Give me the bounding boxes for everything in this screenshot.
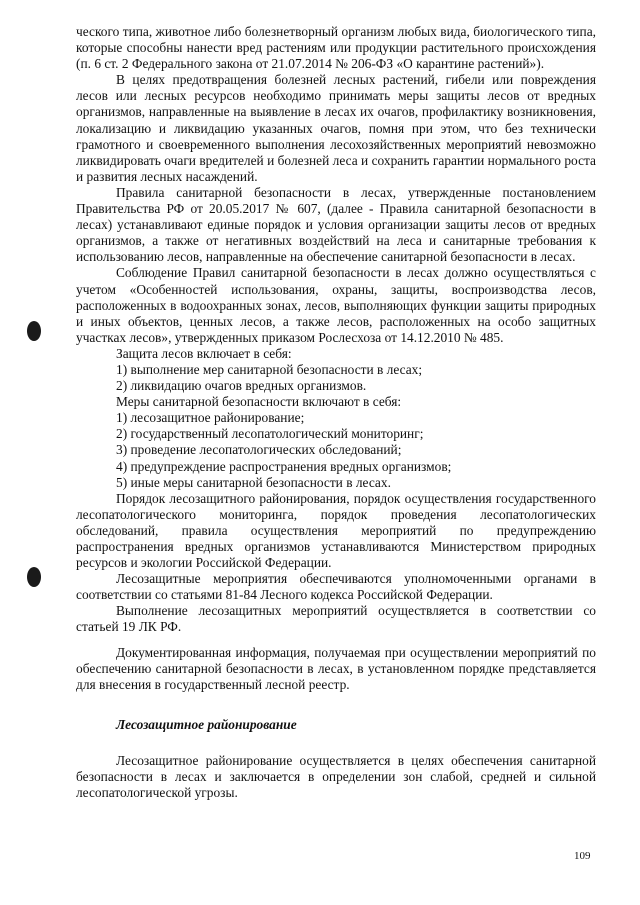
paragraph-measures: Лесозащитные мероприятия обеспечиваются уполномоченными органами в соответствии со статьями 81-84 Лесного кодекса Российской Федерации. — [76, 571, 596, 603]
list-item: 2) ликвидацию очагов вредных организмов. — [116, 378, 367, 394]
paragraph-compliance: Соблюдение Правил санитарной безопасности в лесах должно осуществляться с учетом «Особенностей использования, охраны, защиты, воспроизводства лесов, расположенных в водоохранных зонах, лесов, выполняющих функции защиты природных и иных объектов, ценных лесов, а также лесов, расположенных на особо защитных участках лесов», утвержденных приказом Рослесхоза от 14.12.2010 № 485. — [76, 265, 596, 345]
list-item: 2) государственный лесопатологический мониторинг; — [116, 426, 424, 442]
list-item: Меры санитарной безопасности включают в себя: — [116, 394, 402, 410]
paragraph-rules: Правила санитарной безопасности в лесах, утвержденные постановлением Правительства РФ от 20.05.2017 № 607, (далее - Правила санитарной безопасности в лесах) устанавливают единые порядок и условия организации защиты лесов от вредных организмов, а также от негативных воздействий на леса и санитарные требования к использованию лесов, направленные на обеспечение санитарной безопасности в лесах. — [76, 184, 596, 265]
punch-hole-top — [27, 321, 41, 341]
list-item: 5) иные меры санитарной безопасности в лесах. — [116, 474, 391, 490]
paragraph-prevention: В целях предотвращения болезней лесных растений, гибели или повреждения лесов или лесных ресурсов необходимо принимать меры защиты лесов от вредных организмов, направленные на выявление в лесах их очагов, профилактику возникновения, локализацию и ликвидацию указанных очагов, помня при этом, что без технически грамотного и своевременного выполнения лесохозяйственных мероприятий невозможно ликвидировать очаги вредителей и болезней леса и сохранить гарантии нормального роста и развития лесных насаждений. — [76, 72, 596, 184]
list-item: 1) лесозащитное районирование; — [116, 410, 305, 426]
list-item: Защита лесов включает в себя: — [116, 345, 292, 361]
page-number: 109 — [574, 850, 591, 862]
protection-list — [76, 346, 596, 491]
list-item: 3) проведение лесопатологических обследований; — [116, 442, 402, 458]
list-item: 1) выполнение мер санитарной безопасности в лесах; — [116, 361, 423, 377]
paragraph-intro: ческого типа, животное либо болезнетворный организм любых вида, биологического типа, которые способны нанести вред растениям или продукции растительного происхождения (п. 6 ст. 2 Федерального закона от 21.07.2014 № 206-ФЗ «О карантине растений»). — [76, 24, 596, 72]
paragraph-procedures: Порядок лесозащитного районирования, порядок осуществления государственного лесопатологического мониторинга, порядок проведения лесопатологических обследований, правила осуществления мероприятий по предупреждению распространения вредных организмов устанавливаются Министерством природных ресурсов и экологии Российской Федерации. — [76, 490, 596, 571]
paragraph-zoning: Лесозащитное районирование осуществляется в целях обеспечения санитарной безопасности в лесах и заключается в определении зон слабой, средней и сильной лесопатологической угрозы. — [76, 752, 596, 801]
punch-hole-bottom — [27, 567, 41, 587]
list-item: 4) предупреждение распространения вредных организмов; — [116, 458, 452, 474]
section-heading: Лесозащитное районирование — [116, 716, 297, 732]
paragraph-registry: Документированная информация, получаемая при осуществлении мероприятий по обеспечению санитарной безопасности в лесах, в установленном порядке представляется для внесения в государственный лесной реестр. — [76, 644, 596, 692]
paragraph-execution: Выполнение лесозащитных мероприятий осуществляется в соответствии со статьей 19 ЛК РФ. — [76, 603, 596, 635]
document-page — [76, 24, 596, 801]
